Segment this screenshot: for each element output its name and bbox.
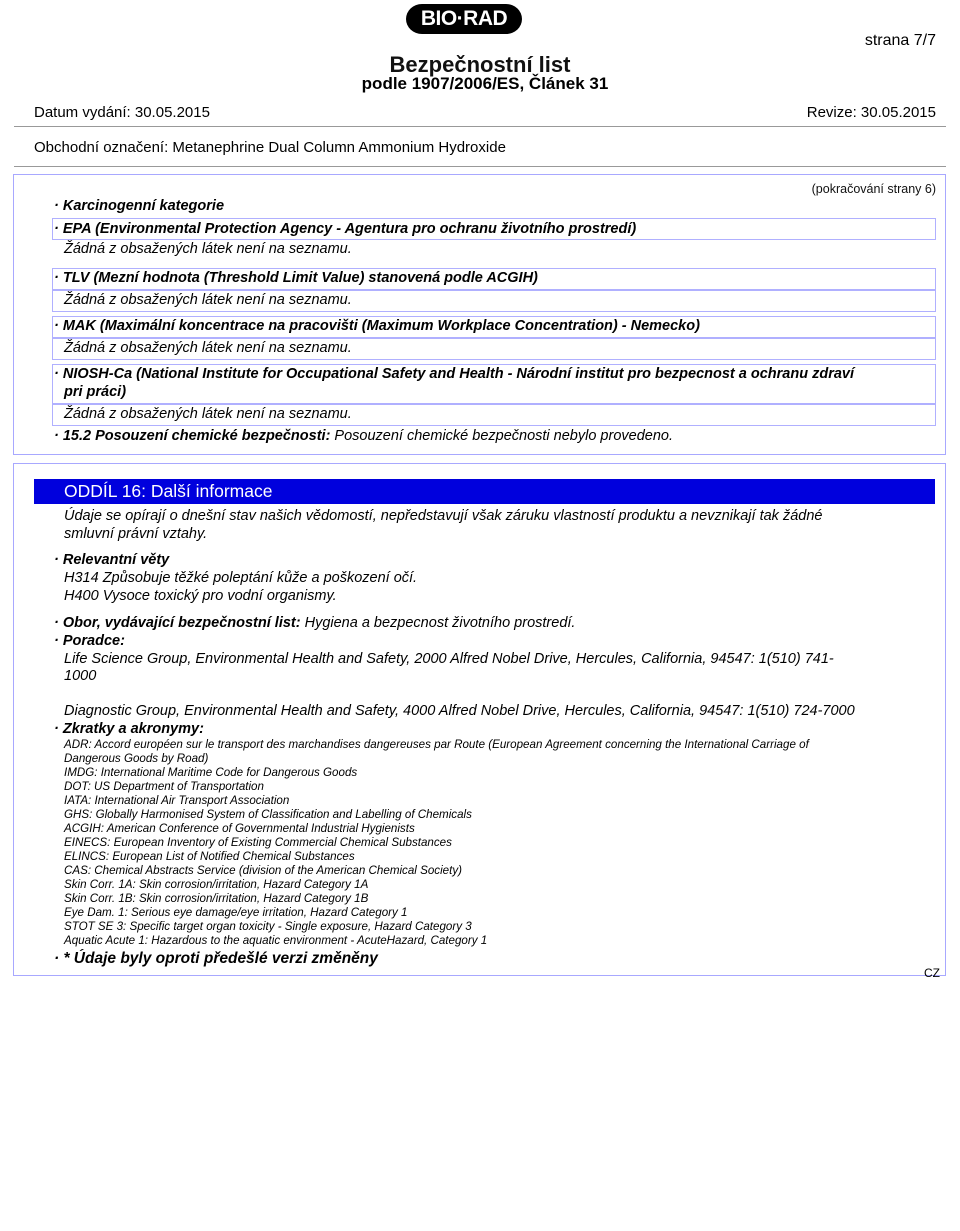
list-item: IMDG: International Maritime Code for Dangerous Goods [64, 766, 358, 779]
list-item: ELINCS: European List of Notified Chemical Substances [64, 850, 355, 863]
list-item: ADR: Accord européen sur le transport des marchandises dangereuses par Route (European Agreement concerning the International Carriage of [64, 738, 809, 751]
disclaimer-line-2: smluvní právní vztahy. [64, 526, 208, 542]
document-subtitle: podle 1907/2006/ES, Článek 31 [361, 74, 609, 93]
contact-life-science-line-2: 1000 [64, 668, 97, 684]
list-item: Dangerous Goods by Road) [64, 752, 209, 765]
trade-divider [14, 166, 946, 167]
list-item: IATA: International Air Transport Association [64, 794, 290, 807]
bio-rad-logo: BIO·RAD [406, 4, 522, 34]
epa-text: Žádná z obsažených látek není na seznamu. [64, 241, 352, 257]
contact-label: · Poradce: [54, 633, 125, 649]
issue-date: Datum vydání: 30.05.2015 [34, 104, 210, 121]
niosh-heading-line-2: pri práci) [64, 384, 127, 400]
abbreviations-list [64, 738, 936, 948]
contact-life-science-line-1: Life Science Group, Environmental Health and Safety, 2000 Alfred Nobel Drive, Hercules, California, 94547: 1(510) 741- [64, 651, 834, 667]
list-item: EINECS: European Inventory of Existing Commercial Chemical Substances [64, 836, 452, 849]
relevant-phrases-label: · Relevantní věty [54, 552, 170, 568]
list-item: Aquatic Acute 1: Hazardous to the aquatic environment - AcuteHazard, Category 1 [64, 934, 488, 947]
list-item: ACGIH: American Conference of Governmental Industrial Hygienists [64, 822, 415, 835]
niosh-text: Žádná z obsažených látek není na seznamu. [64, 406, 352, 422]
trade-name: Obchodní označení: Metanephrine Dual Column Ammonium Hydroxide [34, 139, 506, 156]
list-item: Skin Corr. 1A: Skin corrosion/irritation, Hazard Category 1A [64, 878, 369, 891]
csa-label: · 15.2 Posouzení chemické bezpečnosti: [54, 428, 331, 444]
mak-heading: · MAK (Maximální koncentrace na pracovišti (Maximum Workplace Concentration) - Nemecko) [54, 318, 700, 334]
list-item: DOT: US Department of Transportation [64, 780, 264, 793]
mak-text: Žádná z obsažených látek není na seznamu. [64, 340, 352, 356]
list-item: Eye Dam. 1: Serious eye damage/eye irritation, Hazard Category 1 [64, 906, 408, 919]
list-item: GHS: Globally Harmonised System of Classification and Labelling of Chemicals [64, 808, 472, 821]
abbreviations-label: · Zkratky a akronymy: [54, 721, 204, 737]
language-code: CZ [924, 966, 940, 980]
continuation-note: (pokračování strany 6) [811, 182, 936, 196]
niosh-heading-line-1: · NIOSH-Ca (National Institute for Occupational Safety and Health - Národní institut pro bezpecnost a ochranu zdraví [54, 366, 854, 382]
carcinogen-category: · Karcinogenní kategorie [54, 198, 225, 214]
epa-heading: · EPA (Environmental Protection Agency - Agentura pro ochranu životního prostredí) [54, 221, 637, 237]
changed-data-note: · * Údaje byly oproti předešlé verzi změněny [54, 950, 378, 967]
csa-text: Posouzení chemické bezpečnosti nebylo provedeno. [330, 428, 673, 444]
department-text: Hygiena a bezpecnost životního prostredí. [300, 615, 576, 631]
list-item: STOT SE 3: Specific target organ toxicity - Single exposure, Hazard Category 3 [64, 920, 472, 933]
section-16-heading: ODDÍL 16: Další informace [34, 479, 935, 504]
issuing-department [54, 615, 575, 632]
tlv-text: Žádná z obsažených látek není na seznamu. [64, 292, 352, 308]
contact-diagnostic: Diagnostic Group, Environmental Health and Safety, 4000 Alfred Nobel Drive, Hercules, California, 94547: 1(510) 724-7000 [64, 703, 855, 719]
disclaimer-line-1: Údaje se opírají o dnešní stav našich vědomostí, nepředstavují však záruku vlastností produktu a nevznikají tak žádné [64, 508, 823, 524]
header-divider [14, 126, 946, 127]
page-number: strana 7/7 [864, 32, 936, 49]
revision-date: Revize: 30.05.2015 [806, 104, 936, 121]
list-item: Skin Corr. 1B: Skin corrosion/irritation, Hazard Category 1B [64, 892, 369, 905]
phrase-h400: H400 Vysoce toxický pro vodní organismy. [64, 588, 337, 604]
document-title: Bezpečnostní list [389, 52, 571, 77]
tlv-heading: · TLV (Mezní hodnota (Threshold Limit Value) stanovená podle ACGIH) [54, 270, 538, 286]
department-label: · Obor, vydávající bezpečnostní list: [54, 615, 301, 631]
list-item: CAS: Chemical Abstracts Service (division of the American Chemical Society) [64, 864, 462, 877]
phrase-h314: H314 Způsobuje těžké poleptání kůže a poškození očí. [64, 570, 418, 586]
chemical-safety-assessment [54, 428, 673, 445]
